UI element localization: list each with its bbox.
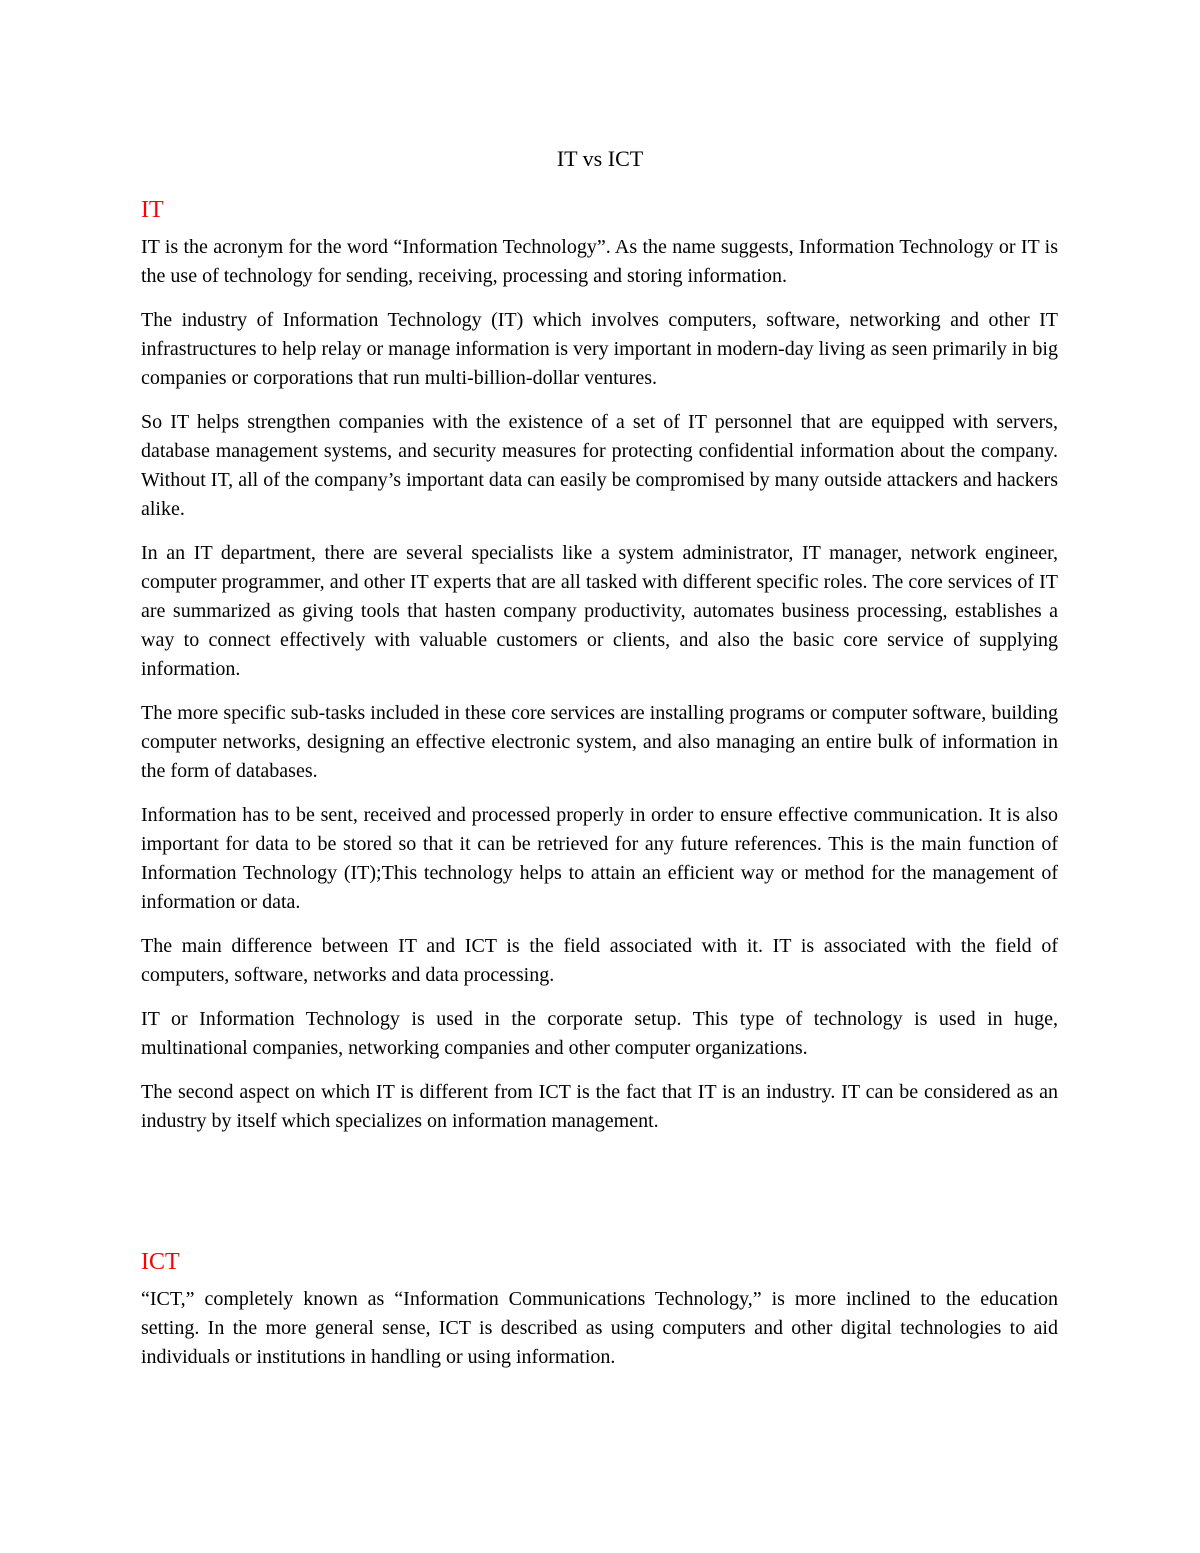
paragraph: In an IT department, there are several specialists like a system administrator, IT manager, network engineer, computer programmer, and other IT experts that are all tasked with different specific roles. The core services of IT are summarized as giving tools that hasten company productivity, automates business processing, establishes a way to connect effectively with valuable customers or clients, and also the basic core service of supplying information. [141, 542, 1058, 680]
paragraph: Information has to be sent, received and processed properly in order to ensure effective communication. It is also important for data to be stored so that it can be retrieved for any future references. This is the main function of Information Technology (IT);This technology helps to attain an efficient way or method for the management of information or data. [141, 804, 1058, 913]
paragraph: IT is the acronym for the word “Information Technology”. As the name suggests, Information Technology or IT is the use of technology for sending, receiving, processing and storing information. [141, 236, 1058, 287]
document-title: IT vs ICT [556, 146, 644, 171]
paragraph: “ICT,” completely known as “Information Communications Technology,” is more inclined to the education setting. In the more general sense, ICT is described as using computers and other digital technologies to aid individuals or institutions in handling or using information. [141, 1288, 1058, 1368]
section-it [141, 193, 1058, 1151]
paragraph: The second aspect on which IT is different from ICT is the fact that IT is an industry. IT can be considered as an industry by itself which specializes on information management. [141, 1081, 1058, 1132]
paragraph: IT or Information Technology is used in the corporate setup. This type of technology is used in huge, multinational companies, networking companies and other computer organizations. [141, 1008, 1058, 1059]
paragraph: So IT helps strengthen companies with the existence of a set of IT personnel that are equipped with servers, database management systems, and security measures for protecting confidential information about the company. Without IT, all of the company’s important data can easily be compromised by many outside attackers and hackers alike. [141, 411, 1058, 520]
paragraph: The industry of Information Technology (IT) which involves computers, software, networking and other IT infrastructures to help relay or manage information is very important in modern-day living as seen primarily in big companies or corporations that run multi-billion-dollar ventures. [141, 309, 1058, 389]
section-heading-ict: ICT [141, 1249, 180, 1275]
paragraph: The main difference between IT and ICT is the field associated with it. IT is associated with the field of computers, software, networks and data processing. [141, 935, 1058, 986]
section-heading-it: IT [141, 197, 164, 223]
section-ict [141, 1245, 1058, 1387]
paragraph: The more specific sub-tasks included in these core services are installing programs or computer software, building computer networks, designing an effective electronic system, and also managing an entire bulk of information in the form of databases. [141, 702, 1058, 782]
